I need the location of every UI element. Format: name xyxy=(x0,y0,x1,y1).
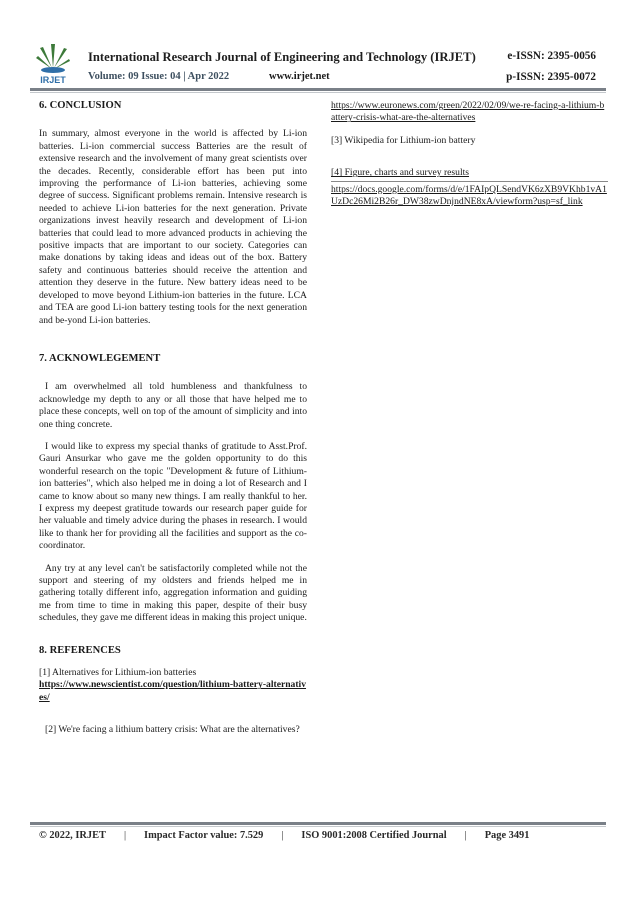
acknowledgement-paragraph-1: I am overwhelmed all told humbleness and thankfulness to acknowledge my depth to any or all those that have helped me to place these concepts, well on top of the amount of simplicity and into one thing concrete. xyxy=(39,381,307,430)
conclusion-paragraph: In summary, almost everyone in the world is affected by Li-ion batteries. Li-ion commercial success Batteries are the result of extensive research and the involvement of many great scientists over the decades. Recently, considerable effort has been put into improving the performance of Li-ion batteries, achieving some degree of success. Significant problems remain. Intensive research is needed to achieve Li-ion batteries for the next generation. Private organizations invest heavily research and development of Li-ion batteries that could lead to more advanced products in achieving the positive impacts that are important to our society. Categories can make donations by taking ideas and ideas out of the box. Battery safety and continuous batteries should receive the attention and attention they deserve in the future. New battery ideas need to be developed to move beyond Lithium-ion batteries in the future. LCA and TEA are good Li-ion battery testing tools for the next generation and be-yond Li-ion batteries. xyxy=(39,128,307,326)
acknowledgement-paragraph-2: I would like to express my special thanks of gratitude to Asst.Prof. Gauri Ansurkar who gave me the golden opportunity to do this wonderful research on the topic "Development & future of Lithium-ion batteries", which also helped me in doing a lot of Research and I came to know about so many new things. I am really thankful to her. I express my deepest gratitude towards our research paper guide for her valuable and timely advice during the phases in research. I would like to thank her for providing all the facilities and support as the co-coordinator. xyxy=(39,440,307,552)
footer-divider-thin xyxy=(30,826,606,827)
reference-1-title: [1] Alternatives for Lithium-ion batteries xyxy=(39,667,197,679)
page-header xyxy=(34,38,606,90)
acknowledgement-heading: 7. ACKNOWLEGEMENT xyxy=(39,352,161,364)
references-heading: 8. REFERENCES xyxy=(39,644,121,656)
eissn: e-ISSN: 2395-0056 xyxy=(507,50,596,62)
reference-4-container xyxy=(331,184,608,209)
reference-2-link[interactable]: https://www.euronews.com/green/2022/02/09/we-re-facing-a-lithium-battery-crisis-what-are-the-alternatives xyxy=(331,100,605,124)
irjet-logo-icon xyxy=(34,38,72,86)
footer-divider xyxy=(30,822,606,825)
reference-2-container xyxy=(331,100,608,125)
reference-4-link[interactable]: https://docs.google.com/forms/d/e/1FAIpQLSendVK6zXB9VKhb1vA1UzDc26Mi2B26r_DW38zwDnjndNE8xA/viewform?usp=sf_link xyxy=(331,183,607,208)
journal-title: International Research Journal of Engineering and Technology (IRJET) xyxy=(88,50,476,64)
left-column xyxy=(39,100,307,737)
pissn: p-ISSN: 2395-0072 xyxy=(506,71,596,83)
reference-4-rule xyxy=(331,181,608,182)
volume-issue: Volume: 09 Issue: 04 | Apr 2022 xyxy=(88,71,230,82)
header-divider-thin xyxy=(30,92,606,93)
right-column xyxy=(331,100,608,208)
reference-2-title: [2] We're facing a lithium battery crisis: What are the alternatives? xyxy=(45,724,300,736)
reference-4-title: [4] Figure, charts and survey results xyxy=(331,167,470,179)
header-divider xyxy=(30,88,606,91)
acknowledgement-paragraph-3: Any try at any level can't be satisfactorily completed while not the support and steering of my oldsters and friends helped me in gathering totally different info, aggregation information and guiding me from time to time in making this paper, despite of their busy schedules, they gave me different ideas in making this project unique. xyxy=(39,562,307,624)
journal-website: www.irjet.net xyxy=(269,71,330,82)
reference-1-container xyxy=(39,679,307,704)
page-footer: © 2022, IRJET | Impact Factor value: 7.529 | ISO 9001:2008 Certified Journal | Page 3491 xyxy=(39,830,530,841)
footer-impact-factor: Impact Factor value: 7.529 xyxy=(144,830,264,841)
reference-1-link[interactable]: https://www.newscientist.com/question/lithium-battery-alternatives/ xyxy=(39,679,307,703)
logo-text: IRJET xyxy=(40,75,66,85)
footer-copyright: © 2022, IRJET xyxy=(39,830,106,841)
footer-page-number: Page 3491 xyxy=(484,830,530,841)
reference-3: [3] Wikipedia for Lithium-ion battery xyxy=(331,134,476,146)
footer-iso: ISO 9001:2008 Certified Journal xyxy=(301,830,447,841)
conclusion-heading: 6. CONCLUSION xyxy=(39,100,122,111)
